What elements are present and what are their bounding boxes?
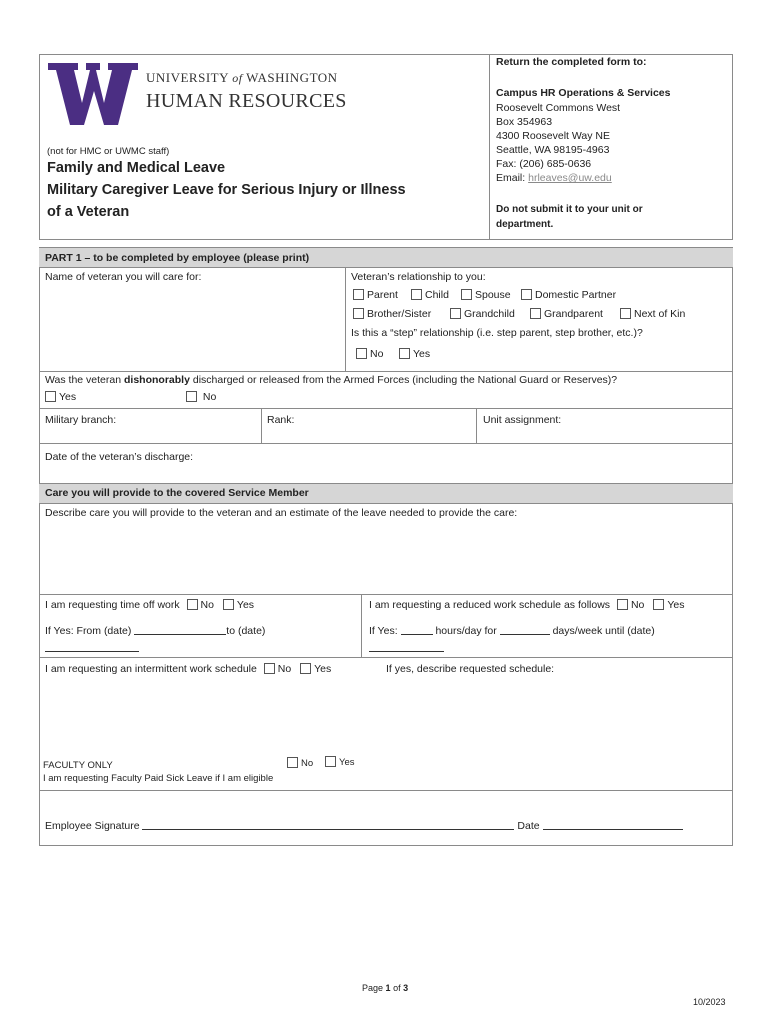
form-version: 10/2023	[693, 997, 726, 1007]
from-date-field[interactable]	[134, 624, 226, 635]
rel-child[interactable]: Child	[411, 289, 449, 302]
return-address-4: Seattle, WA 98195-4963	[496, 144, 610, 156]
return-office: Campus HR Operations & Services	[496, 87, 671, 99]
care-header: Care you will provide to the covered Service Member	[45, 487, 309, 499]
faculty-no[interactable]: No	[287, 757, 313, 770]
faculty-sick-label: I am requesting Faculty Paid Sick Leave if I am eligible	[43, 773, 274, 784]
return-fax: Fax: (206) 685-0636	[496, 158, 592, 170]
grandparent-checkbox[interactable]	[530, 308, 541, 319]
faculty-yes-checkbox[interactable]	[325, 756, 336, 767]
step-yes-checkbox[interactable]	[399, 348, 410, 359]
reduced-yes-checkbox[interactable]	[653, 599, 664, 610]
child-checkbox[interactable]	[411, 289, 422, 300]
return-address-1: Roosevelt Commons West	[496, 102, 621, 114]
employee-signature-field[interactable]	[142, 819, 514, 830]
step-yes[interactable]: Yes	[399, 348, 430, 361]
return-heading: Return the completed form to:	[496, 56, 647, 68]
return-warning-2: department.	[496, 219, 554, 230]
rel-next-of-kin[interactable]: Next of Kin	[620, 308, 685, 321]
days-per-week-field[interactable]	[500, 624, 550, 635]
time-off-no-checkbox[interactable]	[187, 599, 198, 610]
spouse-checkbox[interactable]	[461, 289, 472, 300]
logo-university-line: UNIVERSITY of WASHINGTON	[146, 70, 338, 85]
step-question: Is this a “step” relationship (i.e. step parent, step brother, etc.)?	[351, 327, 643, 339]
part1-header: PART 1 – to be completed by employee (please print)	[45, 252, 310, 264]
dishonorable-yes[interactable]: Yes	[45, 391, 76, 404]
return-address-3: 4300 Roosevelt Way NE	[496, 130, 610, 142]
rank-label: Rank:	[267, 414, 295, 426]
time-off-yes-checkbox[interactable]	[223, 599, 234, 610]
discharge-date-label: Date of the veteran’s discharge:	[45, 451, 194, 463]
parent-checkbox[interactable]	[353, 289, 364, 300]
return-address-2: Box 354963	[496, 116, 553, 128]
grandchild-checkbox[interactable]	[450, 308, 461, 319]
form-title-1: Family and Medical Leave	[47, 160, 226, 176]
reduced-no-checkbox[interactable]	[617, 599, 628, 610]
return-email-row	[496, 172, 612, 185]
signature-date-field[interactable]	[543, 819, 683, 830]
sibling-checkbox[interactable]	[353, 308, 364, 319]
staff-note: (not for HMC or UWMC staff)	[47, 146, 170, 157]
step-no-checkbox[interactable]	[356, 348, 367, 359]
domestic-partner-checkbox[interactable]	[521, 289, 532, 300]
relationship-label: Veteran’s relationship to you:	[351, 271, 486, 283]
form-title-3: of a Veteran	[47, 204, 130, 220]
faculty-only-label: FACULTY ONLY	[43, 760, 113, 771]
email-link[interactable]: hrleaves@uw.edu	[528, 172, 612, 184]
dishonorable-no-checkbox[interactable]	[186, 391, 197, 402]
until-date-field[interactable]	[369, 641, 444, 652]
rel-domestic-partner[interactable]: Domestic Partner	[521, 289, 616, 302]
uw-w-logo	[48, 63, 138, 125]
to-date-field[interactable]	[45, 641, 139, 652]
form-title-2: Military Caregiver Leave for Serious Injury or Illness	[47, 182, 406, 198]
dishonorable-yes-checkbox[interactable]	[45, 391, 56, 402]
reduced-details-row: If Yes: hours/day for days/week until (date)	[369, 625, 655, 637]
signature-row: Employee Signature Date	[45, 819, 683, 833]
return-warning-1: Do not submit it to your unit or	[496, 204, 643, 215]
dishonorable-question: Was the veteran dishonorably discharged or released from the Armed Forces (including the National Guard or Reserves)?	[45, 374, 618, 386]
intermittent-describe-label: If yes, describe requested schedule:	[386, 663, 555, 675]
hours-per-day-field[interactable]	[401, 624, 433, 635]
unit-assignment-label: Unit assignment:	[483, 414, 562, 426]
page-number: Page 1 of 3	[362, 983, 409, 993]
intermittent-no-checkbox[interactable]	[264, 663, 275, 674]
email-label: Email:	[496, 172, 526, 184]
reduced-schedule-row: I am requesting a reduced work schedule as follows No Yes	[369, 599, 685, 611]
rel-sibling[interactable]: Brother/Sister	[353, 308, 431, 321]
intermittent-yes-checkbox[interactable]	[300, 663, 311, 674]
step-no[interactable]: No	[356, 348, 383, 361]
faculty-no-checkbox[interactable]	[287, 757, 298, 768]
intermittent-row: I am requesting an intermittent work schedule No Yes	[45, 663, 332, 675]
rel-spouse[interactable]: Spouse	[461, 289, 511, 302]
veteran-name-label: Name of veteran you will care for:	[45, 271, 202, 283]
rel-parent[interactable]: Parent	[353, 289, 398, 302]
rel-grandparent[interactable]: Grandparent	[530, 308, 603, 321]
time-off-dates-row: If Yes: From (date) to (date)	[45, 625, 266, 637]
military-branch-label: Military branch:	[45, 414, 117, 426]
rel-grandchild[interactable]: Grandchild	[450, 308, 515, 321]
dishonorable-no[interactable]: No	[186, 391, 216, 404]
faculty-yes[interactable]: Yes	[325, 756, 355, 769]
describe-care-label: Describe care you will provide to the veteran and an estimate of the leave needed to provide the care:	[45, 507, 518, 519]
logo-department: HUMAN RESOURCES	[146, 90, 347, 112]
time-off-row: I am requesting time off work No Yes	[45, 599, 255, 611]
next-of-kin-checkbox[interactable]	[620, 308, 631, 319]
